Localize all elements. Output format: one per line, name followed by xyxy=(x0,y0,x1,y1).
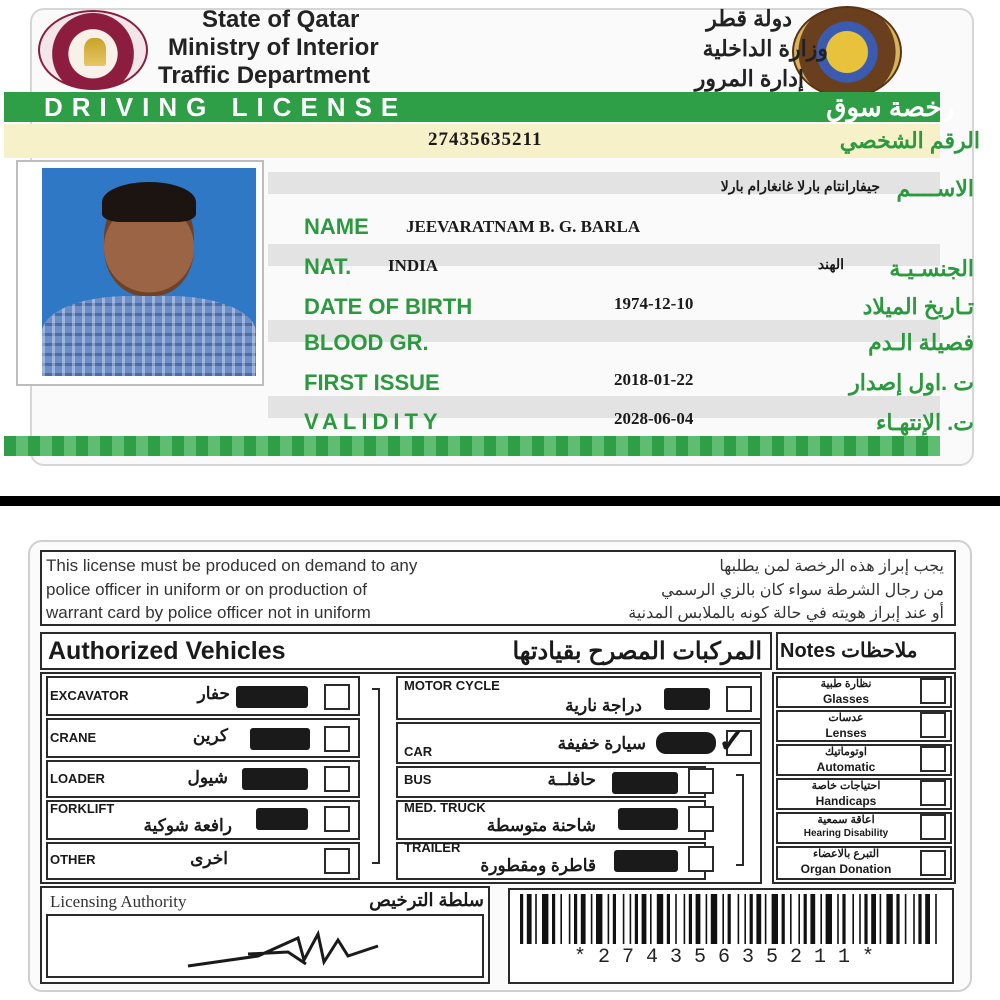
card-divider xyxy=(0,496,1000,506)
checkbox-glasses[interactable] xyxy=(920,678,946,704)
note-label-ar: اعاقة سمعية xyxy=(817,814,875,826)
vehicle-label: BUS xyxy=(404,772,432,787)
vehicle-label-ar: شاحنة متوسطة xyxy=(486,816,596,835)
first-issue-label: FIRST ISSUE xyxy=(304,370,440,395)
group-bracket xyxy=(736,774,744,866)
vehicle-label: TRAILER xyxy=(404,840,461,855)
bus-icon xyxy=(612,772,678,794)
licensing-authority-label-ar: سلطة الترخيص xyxy=(369,890,484,910)
trailer-icon xyxy=(614,850,678,872)
barcode-number: *27435635211* xyxy=(573,946,887,969)
check-mark-icon: ✓ xyxy=(718,723,745,759)
nationality-label: NAT. xyxy=(304,254,352,279)
photo-frame xyxy=(16,160,264,386)
dob-label: DATE OF BIRTH xyxy=(304,294,473,319)
vehicle-label: LOADER xyxy=(50,771,105,786)
first-issue-value: 2018-01-22 xyxy=(614,370,694,389)
validity-value: 2028-06-04 xyxy=(614,409,694,428)
nationality-value: INDIA xyxy=(388,256,439,275)
crane-icon xyxy=(250,728,310,750)
holder-photo xyxy=(42,168,256,376)
notes-title: Notes ملاحظات xyxy=(780,640,918,662)
vehicle-label-ar: كرين xyxy=(192,726,228,745)
checkbox-organ-donation[interactable] xyxy=(920,850,946,876)
motorcycle-icon xyxy=(664,688,710,710)
notice-line-en: This license must be produced on demand to any xyxy=(46,556,418,575)
note-label: Organ Donation xyxy=(800,862,892,876)
nationality-label-ar: الجنسـيـة xyxy=(889,256,974,281)
name-ar-value: جيفارانتام بارلا غانغارام بارلا xyxy=(720,178,880,194)
vehicle-label-ar: قاطرة ومقطورة xyxy=(480,856,596,875)
note-label-ar: احتياجات خاصة xyxy=(811,780,881,792)
note-label: Automatic xyxy=(816,760,876,774)
notice-line-ar: من رجال الشرطة سواء كان بالزي الرسمي xyxy=(661,582,944,599)
vehicle-label-ar: رافعة شوكية xyxy=(143,816,232,835)
vehicle-label: EXCAVATOR xyxy=(50,688,129,703)
name-value: JEEVARATNAM B. G. BARLA xyxy=(406,217,641,236)
note-label-ar: التبرع بالاعضاء xyxy=(812,848,880,860)
note-label: Glasses xyxy=(822,692,870,706)
checkbox-forklift[interactable] xyxy=(324,806,350,832)
note-label-ar: عدسات xyxy=(828,712,864,724)
signature-icon xyxy=(48,916,482,976)
note-label: Handicaps xyxy=(815,794,877,808)
note-label: Hearing Disability xyxy=(803,828,889,839)
nationality-value-ar: الهند xyxy=(817,256,844,272)
checkbox-loader[interactable] xyxy=(324,766,350,792)
validity-label-ar: ت. الإنتهـاء xyxy=(876,410,974,435)
vehicle-label-ar: حافلــة xyxy=(547,770,596,789)
checkbox-excavator[interactable] xyxy=(324,684,350,710)
checkbox-bus[interactable] xyxy=(688,768,714,794)
checkbox-automatic[interactable] xyxy=(920,746,946,772)
car-icon xyxy=(656,732,716,754)
blood-group-label: BLOOD GR. xyxy=(304,330,429,355)
dob-label-ar: تـاريخ الميلاد xyxy=(862,294,974,319)
vehicle-label: CAR xyxy=(404,744,433,759)
name-label-ar: الاســــم xyxy=(896,176,974,201)
signature-box xyxy=(46,914,484,978)
vehicle-label-ar: حفار xyxy=(197,684,230,703)
forklift-icon xyxy=(256,808,308,830)
notice-line-ar: يجب إبراز هذه الرخصة لمن يطلبها xyxy=(719,558,944,575)
dob-value: 1974-12-10 xyxy=(614,294,694,313)
header-ministry-ar: وزارة الداخلية xyxy=(702,36,828,61)
loader-icon xyxy=(242,768,308,790)
checkbox-hearing[interactable] xyxy=(920,814,946,840)
checkbox-handicaps[interactable] xyxy=(920,780,946,806)
notice-line-en: police officer in uniform or on production of xyxy=(46,580,367,599)
authorized-vehicles-title-ar: المركبات المصرح بقيادتها xyxy=(512,638,762,665)
group-bracket xyxy=(372,688,380,864)
note-label-ar: نظارة طبية xyxy=(820,678,872,690)
barcode-icon xyxy=(516,894,944,944)
notice-line-en: warrant card by police officer not in uniform xyxy=(46,603,371,622)
vehicle-label: CRANE xyxy=(50,730,97,745)
validity-label: VALIDITY xyxy=(304,409,443,434)
checkbox-motorcycle[interactable] xyxy=(726,686,752,712)
licensing-authority-label: Licensing Authority xyxy=(50,892,187,911)
checkbox-med-truck[interactable] xyxy=(688,806,714,832)
blood-group-label-ar: فصيلة الـدم xyxy=(868,330,974,355)
vehicle-label-ar: دراجة نارية xyxy=(565,696,642,715)
header-state-ar: دولة قطر xyxy=(706,6,792,31)
truck-icon xyxy=(618,808,678,830)
header-state: State of Qatar xyxy=(202,6,360,33)
notice-line-ar: أو عند إبراز هويته في حالة كونه بالملابس المدنية xyxy=(628,605,944,622)
note-label: Lenses xyxy=(825,726,867,740)
license-title-ar: رخصة سوق xyxy=(826,92,954,122)
vehicle-label: MED. TRUCK xyxy=(404,800,486,815)
authorized-vehicles-title: Authorized Vehicles xyxy=(48,637,286,665)
personal-id-number: 27435635211 xyxy=(428,129,543,150)
vehicle-label: FORKLIFT xyxy=(50,801,115,816)
header-ministry: Ministry of Interior xyxy=(168,34,379,61)
license-title: DRIVING LICENSE xyxy=(44,92,408,122)
checkbox-crane[interactable] xyxy=(324,726,350,752)
first-issue-label-ar: ت .اول إصدار xyxy=(849,370,974,395)
bottom-pattern-band xyxy=(4,436,940,456)
checkbox-trailer[interactable] xyxy=(688,846,714,872)
vehicle-label-ar: اخرى xyxy=(190,849,228,868)
checkbox-other[interactable] xyxy=(324,848,350,874)
header-department-ar: إدارة المرور xyxy=(694,66,804,91)
note-label-ar: اوتوماتيك xyxy=(824,746,867,758)
excavator-icon xyxy=(236,686,308,708)
vehicle-label: MOTOR CYCLE xyxy=(404,678,500,693)
vehicle-label-ar: شيول xyxy=(187,768,228,787)
qatar-emblem-icon xyxy=(38,10,148,90)
vehicle-label: OTHER xyxy=(50,852,96,867)
header-department: Traffic Department xyxy=(158,62,371,89)
vehicle-label-ar: سيارة خفيفة xyxy=(557,734,646,753)
checkbox-lenses[interactable] xyxy=(920,712,946,738)
name-label: NAME xyxy=(304,214,369,239)
personal-id-label-ar: الرقم الشخصي xyxy=(839,128,980,153)
